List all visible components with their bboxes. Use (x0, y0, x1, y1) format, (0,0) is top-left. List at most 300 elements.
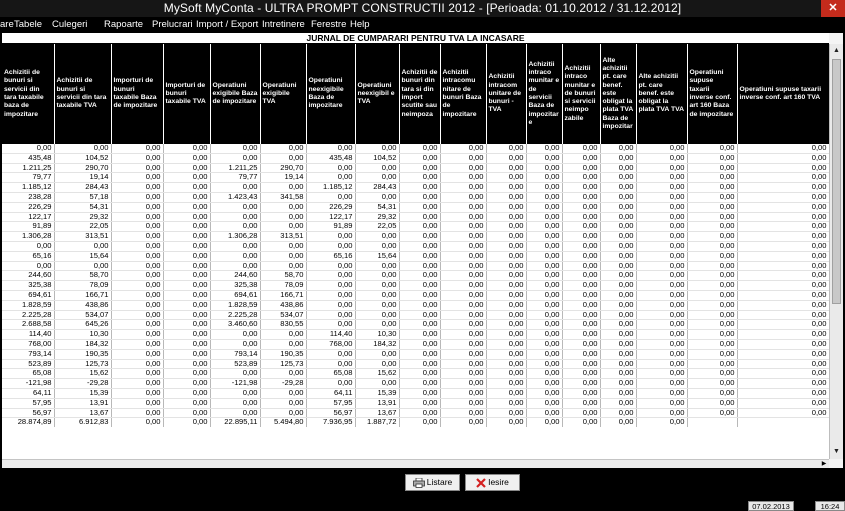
column-header[interactable]: Operatiuni supuse taxarii inverse conf. art 160 Baza de impozitare (687, 44, 737, 144)
table-cell[interactable]: 238,28 (2, 192, 54, 202)
table-cell[interactable]: 0,00 (210, 212, 260, 222)
table-cell[interactable]: 0,00 (163, 369, 210, 379)
table-cell[interactable]: 0,00 (111, 290, 163, 300)
table-cell[interactable]: 0,00 (210, 202, 260, 212)
table-cell[interactable]: 0,00 (600, 261, 636, 271)
table-cell[interactable]: 0,00 (486, 310, 526, 320)
table-cell[interactable]: 0,00 (562, 241, 600, 251)
table-cell[interactable]: 0,00 (306, 281, 355, 291)
table-cell[interactable]: 0,00 (440, 398, 486, 408)
table-cell[interactable]: 0,00 (526, 183, 562, 193)
table-cell[interactable]: 15,64 (54, 251, 111, 261)
table-cell[interactable]: 0,00 (636, 300, 687, 310)
table-cell[interactable]: 0,00 (636, 271, 687, 281)
table-cell[interactable]: 0,00 (111, 369, 163, 379)
table-cell[interactable]: 0,00 (111, 388, 163, 398)
table-row[interactable] (2, 173, 829, 183)
table-cell[interactable]: 57,18 (54, 192, 111, 202)
table-cell[interactable]: 0,00 (163, 192, 210, 202)
table-cell[interactable]: 0,00 (486, 320, 526, 330)
table-cell[interactable]: -29,28 (54, 379, 111, 389)
table-row[interactable] (2, 300, 829, 310)
table-row[interactable] (2, 232, 829, 242)
table-cell[interactable]: 768,00 (2, 339, 54, 349)
table-cell[interactable]: 0,00 (306, 271, 355, 281)
table-cell[interactable]: 0,00 (526, 300, 562, 310)
table-cell[interactable]: 79,77 (2, 173, 54, 183)
table-cell[interactable]: 0,00 (355, 359, 399, 369)
table-cell[interactable]: 0,00 (399, 408, 440, 418)
table-cell[interactable]: 0,00 (562, 310, 600, 320)
table-cell[interactable]: 64,11 (306, 388, 355, 398)
table-cell[interactable]: 0,00 (737, 212, 829, 222)
table-cell[interactable]: 0,00 (526, 163, 562, 173)
table-cell[interactable]: 0,00 (111, 183, 163, 193)
column-header[interactable]: Achizitii intracomu nitare de bunuri Baza de impozitare (440, 44, 486, 144)
table-cell[interactable]: 0,00 (163, 261, 210, 271)
table-cell[interactable]: 0,00 (687, 261, 737, 271)
table-cell[interactable]: 0,00 (600, 212, 636, 222)
table-cell[interactable]: 0,00 (399, 330, 440, 340)
table-cell[interactable]: 114,40 (2, 330, 54, 340)
table-cell[interactable]: 0,00 (737, 320, 829, 330)
table-cell[interactable]: 0,00 (111, 310, 163, 320)
table-cell[interactable]: 0,00 (737, 153, 829, 163)
table-cell[interactable]: 0,00 (636, 398, 687, 408)
table-cell[interactable]: 0,00 (399, 232, 440, 242)
table-cell[interactable]: 79,77 (210, 173, 260, 183)
table-cell[interactable]: 91,89 (2, 222, 54, 232)
table-cell[interactable]: 0,00 (355, 310, 399, 320)
table-cell[interactable]: 1.306,28 (210, 232, 260, 242)
table-cell[interactable]: 0,00 (737, 202, 829, 212)
table-cell[interactable]: 0,00 (399, 310, 440, 320)
table-cell[interactable]: 0,00 (737, 251, 829, 261)
table-cell[interactable]: 0,00 (636, 379, 687, 389)
table-cell[interactable]: 0,00 (54, 261, 111, 271)
table-cell[interactable]: 0,00 (687, 183, 737, 193)
table-cell[interactable]: 0,00 (306, 359, 355, 369)
table-cell[interactable]: 1.211,25 (2, 163, 54, 173)
table-cell[interactable]: 13,67 (54, 408, 111, 418)
scroll-thumb[interactable] (832, 59, 841, 304)
table-cell[interactable]: 0,00 (737, 271, 829, 281)
table-cell[interactable]: 0,00 (111, 408, 163, 418)
menu-fisiere[interactable]: are (0, 19, 14, 30)
table-cell[interactable]: 58,70 (54, 271, 111, 281)
table-cell[interactable]: 15,39 (355, 388, 399, 398)
table-row[interactable] (2, 281, 829, 291)
table-cell[interactable]: 0,00 (562, 339, 600, 349)
table-cell[interactable]: 0,00 (355, 320, 399, 330)
table-cell[interactable]: 1.828,59 (2, 300, 54, 310)
table-row[interactable] (2, 369, 829, 379)
table-cell[interactable]: 341,58 (260, 192, 306, 202)
table-cell[interactable]: 0,00 (526, 202, 562, 212)
table-cell[interactable]: 0,00 (355, 192, 399, 202)
table-cell[interactable]: 0,00 (687, 173, 737, 183)
table-cell[interactable]: 0,00 (526, 359, 562, 369)
table-row[interactable] (2, 310, 829, 320)
table-cell[interactable]: 0,00 (111, 271, 163, 281)
column-header[interactable]: Achizitii intraco munitar e de bunuri si servicii neimpo zabile (562, 44, 600, 144)
table-cell[interactable]: 0,00 (54, 241, 111, 251)
table-cell[interactable]: 0,00 (440, 173, 486, 183)
table-cell[interactable]: 0,00 (636, 281, 687, 291)
table-cell[interactable]: 0,00 (399, 271, 440, 281)
table-cell[interactable]: 0,00 (600, 369, 636, 379)
table-cell[interactable]: 0,00 (636, 349, 687, 359)
table-cell[interactable]: 0,00 (355, 163, 399, 173)
table-cell[interactable]: 226,29 (2, 202, 54, 212)
column-header[interactable]: Operatiuni neexigibil e TVA (355, 44, 399, 144)
table-cell[interactable]: 0,00 (399, 388, 440, 398)
table-cell[interactable]: 0,00 (163, 281, 210, 291)
table-cell[interactable]: 0,00 (355, 349, 399, 359)
table-cell[interactable]: 0,00 (54, 144, 111, 153)
table-cell[interactable]: 0,00 (526, 339, 562, 349)
table-cell[interactable]: 0,00 (440, 271, 486, 281)
table-cell[interactable]: 0,00 (687, 349, 737, 359)
table-cell[interactable]: 0,00 (440, 281, 486, 291)
table-cell[interactable]: 2.225,28 (210, 310, 260, 320)
table-cell[interactable]: 0,00 (163, 222, 210, 232)
table-cell[interactable]: 0,00 (636, 212, 687, 222)
table-cell[interactable]: 0,00 (687, 271, 737, 281)
table-cell[interactable]: 0,00 (600, 232, 636, 242)
table-cell[interactable]: 0,00 (111, 153, 163, 163)
table-cell[interactable]: 0,00 (210, 330, 260, 340)
table-cell[interactable]: 0,00 (600, 281, 636, 291)
table-cell[interactable]: 15,62 (355, 369, 399, 379)
table-cell[interactable]: 0,00 (111, 339, 163, 349)
table-cell[interactable]: 0,00 (737, 261, 829, 271)
table-cell[interactable]: 91,89 (306, 222, 355, 232)
table-cell[interactable]: -29,28 (260, 379, 306, 389)
table-cell[interactable]: 0,00 (306, 320, 355, 330)
table-cell[interactable]: 0,00 (163, 349, 210, 359)
table-cell[interactable]: 0,00 (636, 251, 687, 261)
table-cell[interactable]: 0,00 (687, 310, 737, 320)
table-cell[interactable]: 438,86 (54, 300, 111, 310)
table-cell[interactable]: 0,00 (306, 300, 355, 310)
column-header[interactable]: Operatiuni exigibile TVA (260, 44, 306, 144)
table-cell[interactable]: 0,00 (562, 173, 600, 183)
table-cell[interactable]: 0,00 (687, 359, 737, 369)
table-cell[interactable]: 0,00 (210, 408, 260, 418)
table-cell[interactable]: 0,00 (260, 183, 306, 193)
table-cell[interactable]: 65,08 (2, 369, 54, 379)
table-cell[interactable]: 57,95 (306, 398, 355, 408)
table-cell[interactable]: 768,00 (306, 339, 355, 349)
table-cell[interactable]: 0,00 (687, 222, 737, 232)
table-cell[interactable]: 523,89 (2, 359, 54, 369)
table-cell[interactable]: 0,00 (562, 202, 600, 212)
table-cell[interactable]: 0,00 (163, 388, 210, 398)
table-cell[interactable]: 0,00 (526, 398, 562, 408)
table-cell[interactable]: 0,00 (399, 398, 440, 408)
table-cell[interactable]: 15,64 (355, 251, 399, 261)
table-cell[interactable]: 0,00 (636, 339, 687, 349)
table-cell[interactable]: 0,00 (687, 153, 737, 163)
table-cell[interactable]: 534,07 (260, 310, 306, 320)
table-cell[interactable]: 0,00 (737, 398, 829, 408)
table-cell[interactable]: 0,00 (562, 320, 600, 330)
table-cell[interactable]: 0,00 (355, 173, 399, 183)
table-cell[interactable]: 0,00 (687, 251, 737, 261)
table-cell[interactable]: 0,00 (636, 202, 687, 212)
table-cell[interactable]: 0,00 (562, 379, 600, 389)
table-cell[interactable]: 0,00 (355, 281, 399, 291)
table-cell[interactable]: 10,30 (54, 330, 111, 340)
table-cell[interactable]: 0,00 (526, 251, 562, 261)
column-header[interactable]: Achizitii de bunuri si servicii din tara taxabile baza de impozitare (2, 44, 54, 144)
table-row[interactable] (2, 339, 829, 349)
table-cell[interactable]: 0,00 (399, 349, 440, 359)
table-cell[interactable]: 65,08 (306, 369, 355, 379)
table-cell[interactable]: 0,00 (163, 241, 210, 251)
table-cell[interactable]: 0,00 (636, 241, 687, 251)
table-cell[interactable]: 0,00 (440, 320, 486, 330)
table-cell[interactable]: 0,00 (737, 281, 829, 291)
column-header[interactable]: Achizitii intracom unitare de bunuri - TVA (486, 44, 526, 144)
table-cell[interactable]: 0,00 (562, 408, 600, 418)
table-cell[interactable]: 0,00 (486, 330, 526, 340)
table-cell[interactable]: 0,00 (163, 144, 210, 153)
table-cell[interactable]: 0,00 (737, 290, 829, 300)
table-cell[interactable]: 1.185,12 (306, 183, 355, 193)
column-header[interactable]: Operatiuni supuse taxarii inverse conf. art 160 TVA (737, 44, 829, 144)
table-cell[interactable]: 0,00 (210, 339, 260, 349)
table-cell[interactable]: 0,00 (486, 408, 526, 418)
table-cell[interactable]: 0,00 (737, 241, 829, 251)
table-row[interactable] (2, 408, 829, 418)
table-cell[interactable]: 0,00 (737, 408, 829, 418)
table-cell[interactable]: 0,00 (486, 369, 526, 379)
table-cell[interactable]: 0,00 (260, 398, 306, 408)
table-cell[interactable]: 284,43 (355, 183, 399, 193)
table-cell[interactable]: 0,00 (526, 349, 562, 359)
table-cell[interactable]: 0,00 (687, 300, 737, 310)
table-cell[interactable]: 0,00 (163, 300, 210, 310)
table-row[interactable] (2, 144, 829, 153)
table-cell[interactable]: 0,00 (486, 153, 526, 163)
table-cell[interactable]: 1.211,25 (210, 163, 260, 173)
table-cell[interactable]: 0,00 (260, 330, 306, 340)
table-cell[interactable]: 0,00 (526, 261, 562, 271)
table-cell[interactable]: 0,00 (306, 379, 355, 389)
menu-intretinere[interactable]: Intretinere (262, 19, 305, 30)
table-cell[interactable]: 0,00 (600, 251, 636, 261)
table-cell[interactable]: 0,00 (562, 330, 600, 340)
table-cell[interactable]: 0,00 (440, 300, 486, 310)
table-cell[interactable]: 0,00 (737, 183, 829, 193)
table-cell[interactable]: 0,00 (260, 261, 306, 271)
table-cell[interactable]: 793,14 (2, 349, 54, 359)
table-cell[interactable]: 0,00 (636, 330, 687, 340)
table-cell[interactable]: 0,00 (306, 144, 355, 153)
table-cell[interactable]: 0,00 (210, 388, 260, 398)
table-cell[interactable]: 0,00 (399, 222, 440, 232)
table-row[interactable] (2, 330, 829, 340)
table-cell[interactable]: 13,91 (355, 398, 399, 408)
table-cell[interactable]: 0,00 (111, 241, 163, 251)
table-row[interactable] (2, 251, 829, 261)
table-cell[interactable]: 0,00 (440, 241, 486, 251)
table-cell[interactable]: 0,00 (355, 232, 399, 242)
table-cell[interactable]: 125,73 (260, 359, 306, 369)
table-cell[interactable]: 0,00 (306, 261, 355, 271)
table-cell[interactable]: 0,00 (399, 379, 440, 389)
table-cell[interactable]: 0,00 (111, 202, 163, 212)
table-cell[interactable]: 0,00 (636, 153, 687, 163)
table-cell[interactable]: 0,00 (687, 339, 737, 349)
table-cell[interactable]: 0,00 (486, 379, 526, 389)
table-cell[interactable]: 0,00 (399, 173, 440, 183)
table-cell[interactable]: 19,14 (260, 173, 306, 183)
table-cell[interactable]: 0,00 (737, 300, 829, 310)
table-cell[interactable]: 0,00 (687, 241, 737, 251)
table-cell[interactable]: 0,00 (562, 271, 600, 281)
table-cell[interactable]: 0,00 (440, 310, 486, 320)
table-cell[interactable]: 0,00 (440, 183, 486, 193)
table-cell[interactable]: 0,00 (486, 398, 526, 408)
table-cell[interactable]: 0,00 (440, 163, 486, 173)
table-cell[interactable]: 0,00 (440, 349, 486, 359)
table-cell[interactable]: -121,98 (2, 379, 54, 389)
table-cell[interactable]: 0,00 (600, 202, 636, 212)
table-cell[interactable]: 0,00 (399, 339, 440, 349)
table-cell[interactable]: 0,00 (306, 310, 355, 320)
table-cell[interactable]: 0,00 (306, 192, 355, 202)
table-cell[interactable]: 0,00 (440, 153, 486, 163)
table-cell[interactable]: 122,17 (306, 212, 355, 222)
table-cell[interactable]: 0,00 (486, 232, 526, 242)
column-header[interactable]: Achizitii de bunuri din tara si din import scutite sau neimpoza (399, 44, 440, 144)
table-cell[interactable]: 0,00 (210, 261, 260, 271)
table-cell[interactable]: 0,00 (260, 251, 306, 261)
table-cell[interactable]: 0,00 (687, 281, 737, 291)
table-cell[interactable]: 0,00 (562, 212, 600, 222)
table-cell[interactable]: 0,00 (687, 232, 737, 242)
table-row[interactable] (2, 359, 829, 369)
table-cell[interactable]: 0,00 (210, 183, 260, 193)
table-cell[interactable]: 0,00 (210, 222, 260, 232)
table-row[interactable] (2, 163, 829, 173)
scroll-up-icon[interactable]: ▲ (833, 47, 840, 54)
table-cell[interactable]: 0,00 (562, 261, 600, 271)
table-cell[interactable]: 0,00 (440, 359, 486, 369)
table-cell[interactable]: 0,00 (440, 144, 486, 153)
table-cell[interactable]: 0,00 (737, 388, 829, 398)
table-cell[interactable]: 0,00 (526, 310, 562, 320)
table-cell[interactable]: 0,00 (562, 349, 600, 359)
menu-rapoarte[interactable]: Rapoarte (104, 19, 144, 30)
table-cell[interactable]: 0,00 (600, 163, 636, 173)
table-cell[interactable]: 0,00 (486, 183, 526, 193)
table-cell[interactable]: 0,00 (600, 339, 636, 349)
table-cell[interactable]: 0,00 (355, 300, 399, 310)
table-cell[interactable]: 0,00 (526, 369, 562, 379)
table-cell[interactable]: 0,00 (737, 359, 829, 369)
table-cell[interactable]: 0,00 (210, 241, 260, 251)
table-cell[interactable]: 0,00 (111, 192, 163, 202)
table-cell[interactable]: 0,00 (526, 290, 562, 300)
table-cell[interactable]: 0,00 (687, 330, 737, 340)
table-cell[interactable]: 0,00 (163, 232, 210, 242)
table-cell[interactable]: 0,00 (440, 408, 486, 418)
table-cell[interactable]: 65,16 (2, 251, 54, 261)
table-cell[interactable]: 0,00 (355, 241, 399, 251)
table-cell[interactable]: 694,61 (210, 290, 260, 300)
table-cell[interactable]: 0,00 (562, 300, 600, 310)
table-row[interactable] (2, 261, 829, 271)
table-cell[interactable]: 0,00 (636, 369, 687, 379)
table-cell[interactable]: 0,00 (600, 359, 636, 369)
table-cell[interactable]: 1.185,12 (2, 183, 54, 193)
table-cell[interactable]: 830,55 (260, 320, 306, 330)
table-cell[interactable]: 0,00 (562, 281, 600, 291)
table-cell[interactable]: 190,35 (54, 349, 111, 359)
table-cell[interactable]: 0,00 (111, 300, 163, 310)
table-cell[interactable]: 0,00 (111, 261, 163, 271)
iesire-button[interactable] (465, 474, 520, 491)
horizontal-scrollbar[interactable] (2, 459, 829, 468)
table-cell[interactable]: 0,00 (526, 379, 562, 389)
table-cell[interactable]: 0,00 (260, 408, 306, 418)
table-cell[interactable]: 104,52 (355, 153, 399, 163)
table-cell[interactable]: 0,00 (687, 398, 737, 408)
table-cell[interactable]: 0,00 (111, 163, 163, 173)
table-cell[interactable]: 56,97 (306, 408, 355, 418)
table-cell[interactable]: 0,00 (562, 251, 600, 261)
table-cell[interactable]: 0,00 (737, 369, 829, 379)
table-cell[interactable]: 0,00 (163, 271, 210, 281)
table-cell[interactable]: 0,00 (111, 173, 163, 183)
table-cell[interactable]: 0,00 (163, 183, 210, 193)
table-cell[interactable]: 523,89 (210, 359, 260, 369)
close-button[interactable]: ✕ (821, 0, 845, 17)
table-cell[interactable]: 0,00 (636, 222, 687, 232)
table-cell[interactable]: 0,00 (210, 153, 260, 163)
table-cell[interactable]: 56,97 (2, 408, 54, 418)
scroll-right-icon[interactable]: ▶ (821, 461, 827, 467)
table-cell[interactable]: 645,26 (54, 320, 111, 330)
table-cell[interactable]: 0,00 (687, 369, 737, 379)
table-cell[interactable]: 0,00 (636, 173, 687, 183)
table-cell[interactable]: 0,00 (440, 251, 486, 261)
table-cell[interactable]: 0,00 (355, 290, 399, 300)
table-row[interactable] (2, 153, 829, 163)
table-cell[interactable]: 15,62 (54, 369, 111, 379)
table-cell[interactable]: 0,00 (440, 222, 486, 232)
table-cell[interactable]: 125,73 (54, 359, 111, 369)
table-cell[interactable]: 0,00 (260, 202, 306, 212)
table-cell[interactable]: 0,00 (636, 408, 687, 418)
table-cell[interactable]: 0,00 (399, 202, 440, 212)
table-cell[interactable]: 78,09 (260, 281, 306, 291)
table-cell[interactable]: 0,00 (687, 202, 737, 212)
table-cell[interactable]: 0,00 (399, 144, 440, 153)
menu-help[interactable]: Help (350, 19, 370, 30)
table-cell[interactable]: 244,60 (210, 271, 260, 281)
table-cell[interactable]: 0,00 (163, 310, 210, 320)
table-cell[interactable]: 104,52 (54, 153, 111, 163)
table-cell[interactable]: 0,00 (355, 144, 399, 153)
table-cell[interactable]: 0,00 (163, 212, 210, 222)
table-cell[interactable]: 0,00 (163, 320, 210, 330)
table-cell[interactable]: 0,00 (163, 153, 210, 163)
